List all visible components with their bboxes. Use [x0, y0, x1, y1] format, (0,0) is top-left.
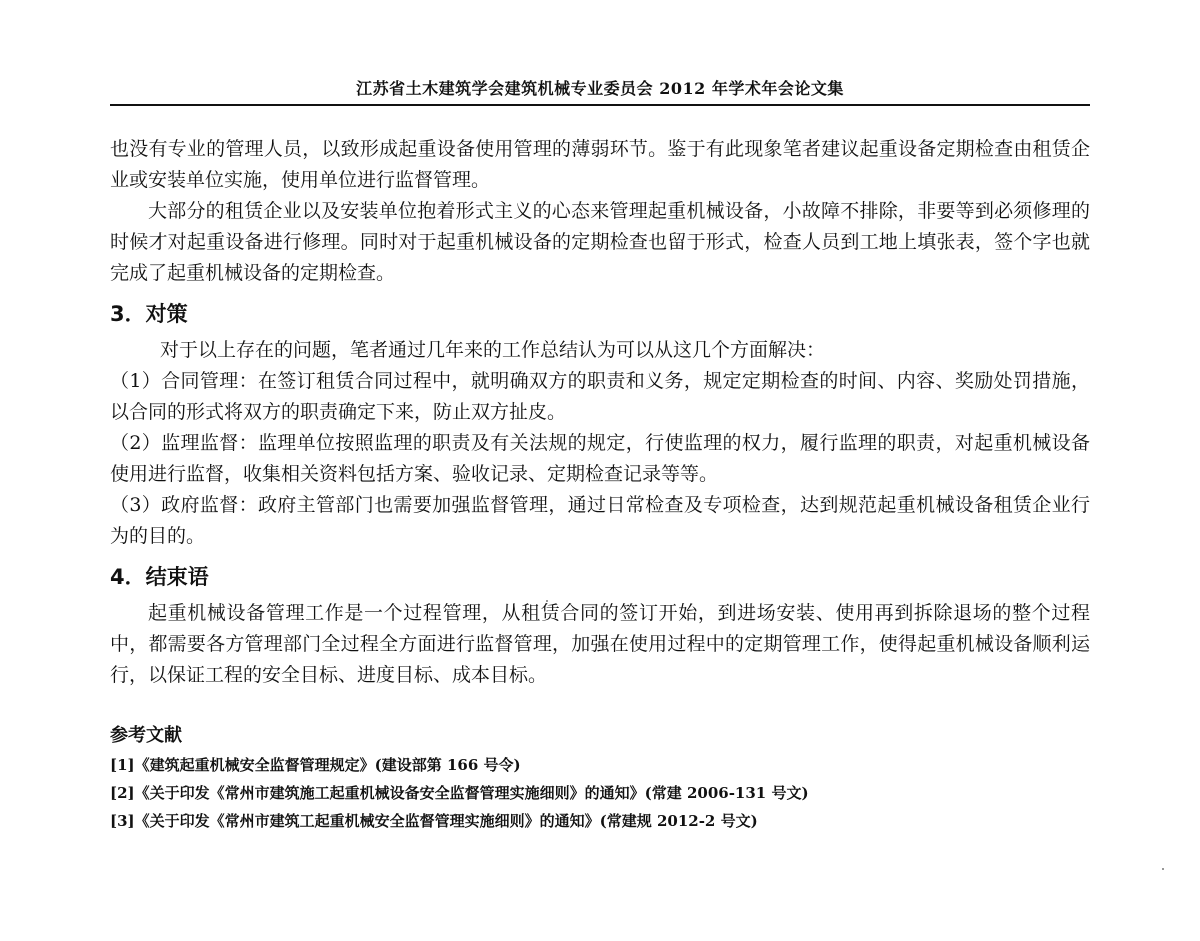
- countermeasures-intro: 对于以上存在的问题，笔者通过几年来的工作总结认为可以从这几个方面解决：: [160, 339, 826, 361]
- reference-item: [1]《建筑起重机械安全监督管理规定》(建设部第 166 号令): [110, 756, 521, 774]
- section-heading-countermeasures: 3．对策: [110, 302, 188, 326]
- countermeasure-item-government: （3）政府监督：政府主管部门也需要加强监督管理，通过日常检查及专项检查，达到规范起重机械设备租赁企业行为的目的。: [110, 494, 1090, 547]
- reference-item: [3]《关于印发《常州市建筑工起重机械安全监督管理实施细则》的通知》(常建规 2012-2 号文): [110, 812, 758, 830]
- reference-item: [2]《关于印发《常州市建筑施工起重机械设备安全监督管理实施细则》的通知》(常建 2006-131 号文): [110, 784, 809, 802]
- paragraph-continued: 也没有专业的管理人员，以致形成起重设备使用管理的薄弱环节。鉴于有此现象笔者建议起重设备定期检查由租赁企业或安装单位实施，使用单位进行监督管理。: [110, 138, 1090, 191]
- references-title: 参考文献: [110, 725, 182, 746]
- running-header: 江苏省土木建筑学会建筑机械专业委员会 2012 年学术年会论文集: [356, 79, 844, 98]
- page-content: [110, 134, 1090, 835]
- countermeasure-item-contract: （1）合同管理：在签订租赁合同过程中，就明确双方的职责和义务，规定定期检查的时间、内容、奖励处罚措施，以合同的形式将双方的职责确定下来，防止双方扯皮。: [110, 370, 1090, 423]
- paragraph-leasing-companies: 大部分的租赁企业以及安装单位抱着形式主义的心态来管理起重机械设备，小故障不排除，非要等到必须修理的时候才对起重设备进行修理。同时对于起重机械设备的定期检查也留于形式，检查人员到工地上填张表，签个字也就完成了起重机械设备的定期检查。: [110, 200, 1090, 284]
- section-heading-conclusion: 4．结束语: [110, 565, 209, 589]
- scan-speck: [1162, 868, 1164, 870]
- header-rule: [110, 104, 1090, 106]
- countermeasure-item-supervision: （2）监理监督：监理单位按照监理的职责及有关法规的规定，行使监理的权力，履行监理的职责，对起重机械设备使用进行监督，收集相关资料包括方案、验收记录、定期检查记录等等。: [110, 432, 1090, 485]
- conclusion-paragraph: 起重机械设备管理工作是一个过程管理，从租赁合同的签订开始，到进场安装、使用再到拆除退场的整个过程中，都需要各方管理部门全过程全方面进行监督管理，加强在使用过程中的定期管理工作，使得起重机械设备顺利运行，以保证工程的安全目标、进度目标、成本目标。: [110, 602, 1090, 686]
- scan-speck: [546, 600, 548, 602]
